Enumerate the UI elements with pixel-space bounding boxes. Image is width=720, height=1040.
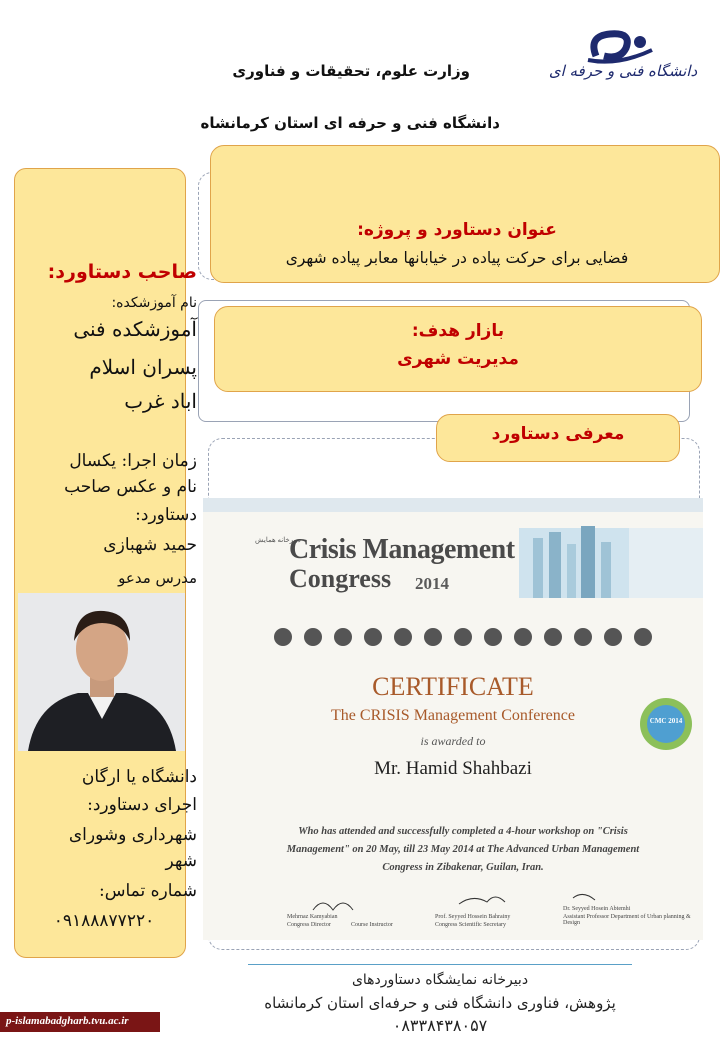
- cert-sig-1-role: Congress Director: [287, 922, 331, 928]
- org-value-1: شهرداری وشورای: [68, 825, 197, 845]
- cert-sig-1: Mehrnaz Kamyabian: [287, 914, 338, 920]
- footer-line-2: پژوهش، فناوری دانشگاه فنی و حرفه‌ای استان کرمانشاه: [264, 994, 616, 1012]
- duration: زمان اجرا: یکسال: [69, 451, 197, 471]
- photo-label-1: نام و عکس صاحب: [64, 477, 197, 497]
- website-link[interactable]: p-islamabadgharb.tvu.ac.ir: [0, 1012, 160, 1032]
- school-line-1: آموزشکده فنی: [73, 317, 197, 341]
- logo-text: دانشگاه فنی و حرفه ای: [548, 62, 698, 80]
- phone-value: ۰۹۱۸۸۸۷۷۲۲۰: [53, 911, 155, 931]
- cert-logo-caption: دبیرخانه همایش: [255, 536, 301, 544]
- cert-conference: The CRISIS Management Conference: [331, 707, 575, 724]
- cert-event-year: 2014: [415, 574, 449, 593]
- market-label: بازار هدف:: [411, 321, 505, 341]
- footer-divider: [248, 964, 632, 965]
- cert-heading: CERTIFICATE: [372, 672, 534, 701]
- cert-sig-2: Course Instructor: [351, 922, 393, 928]
- photo-label-2: دستاورد:: [135, 505, 197, 525]
- university-title: دانشگاه فنی و حرفه ای استان کرمانشاه: [200, 114, 500, 132]
- portrait-icon: [18, 593, 185, 751]
- certificate-image: [203, 498, 703, 940]
- cert-sig-3-role: Congress Scientific Secretary: [435, 922, 506, 928]
- owner-panel: [14, 168, 197, 958]
- person-name: حمید شهبازی: [103, 535, 197, 555]
- cert-sig-4: Dr. Seyyed Hosein Abtemhi: [563, 906, 631, 912]
- cert-event-line-2: Congress: [289, 564, 392, 593]
- footer-line-1: دبیرخانه نمایشگاه دستاوردهای: [351, 972, 529, 988]
- cert-awarded: is awarded to: [420, 734, 486, 748]
- org-label-1: دانشگاه یا ارگان: [81, 767, 197, 787]
- cert-body-line-1: Who has attended and successfully completed a 4-hour workshop on "Crisis: [298, 826, 628, 837]
- phone-label: شماره تماس:: [99, 881, 197, 901]
- org-value-2: شهر: [165, 851, 197, 871]
- intro-label: معرفی دستاورد: [491, 424, 625, 444]
- cert-sig-3: Prof. Seyyed Hossein Bahrainy: [435, 914, 511, 920]
- cert-sig-4-role: Assistant Professor Department of Urban planning & Design: [563, 914, 691, 926]
- cert-recipient: Mr. Hamid Shahbazi: [374, 758, 532, 779]
- school-label: نام آموزشکده:: [111, 295, 197, 311]
- school-line-3: اباد غرب: [124, 389, 197, 413]
- school-line-2: پسران اسلام: [89, 355, 197, 379]
- title-label: عنوان دستاورد و پروژه:: [357, 220, 557, 240]
- cert-event-line-1: Crisis Management: [289, 534, 515, 565]
- person-role: مدرس مدعو: [118, 569, 197, 587]
- ministry-title: وزارت علوم، تحقیقات و فناوری: [232, 62, 470, 80]
- cert-body-line-3: Congress in Zibakenar, Guilan, Iran.: [382, 862, 544, 873]
- cert-body-line-2: Management" on 20 May, till 23 May 2014 at The Advanced Urban Management: [286, 844, 640, 855]
- cert-badge: CMC 2014: [649, 717, 683, 725]
- market-value: مدیریت شهری: [397, 349, 519, 369]
- footer-phone: ۰۸۳۳۸۴۳۸۰۵۷: [392, 1016, 488, 1035]
- title-value: فضایی برای حرکت پیاده در خیابانها معابر پیاده شهری: [285, 249, 629, 267]
- logo-mark-icon: [548, 26, 698, 66]
- org-label-2: اجرای دستاورد:: [87, 795, 197, 815]
- owner-photo: [18, 593, 185, 751]
- owner-label: صاحب دستاورد:: [47, 261, 197, 283]
